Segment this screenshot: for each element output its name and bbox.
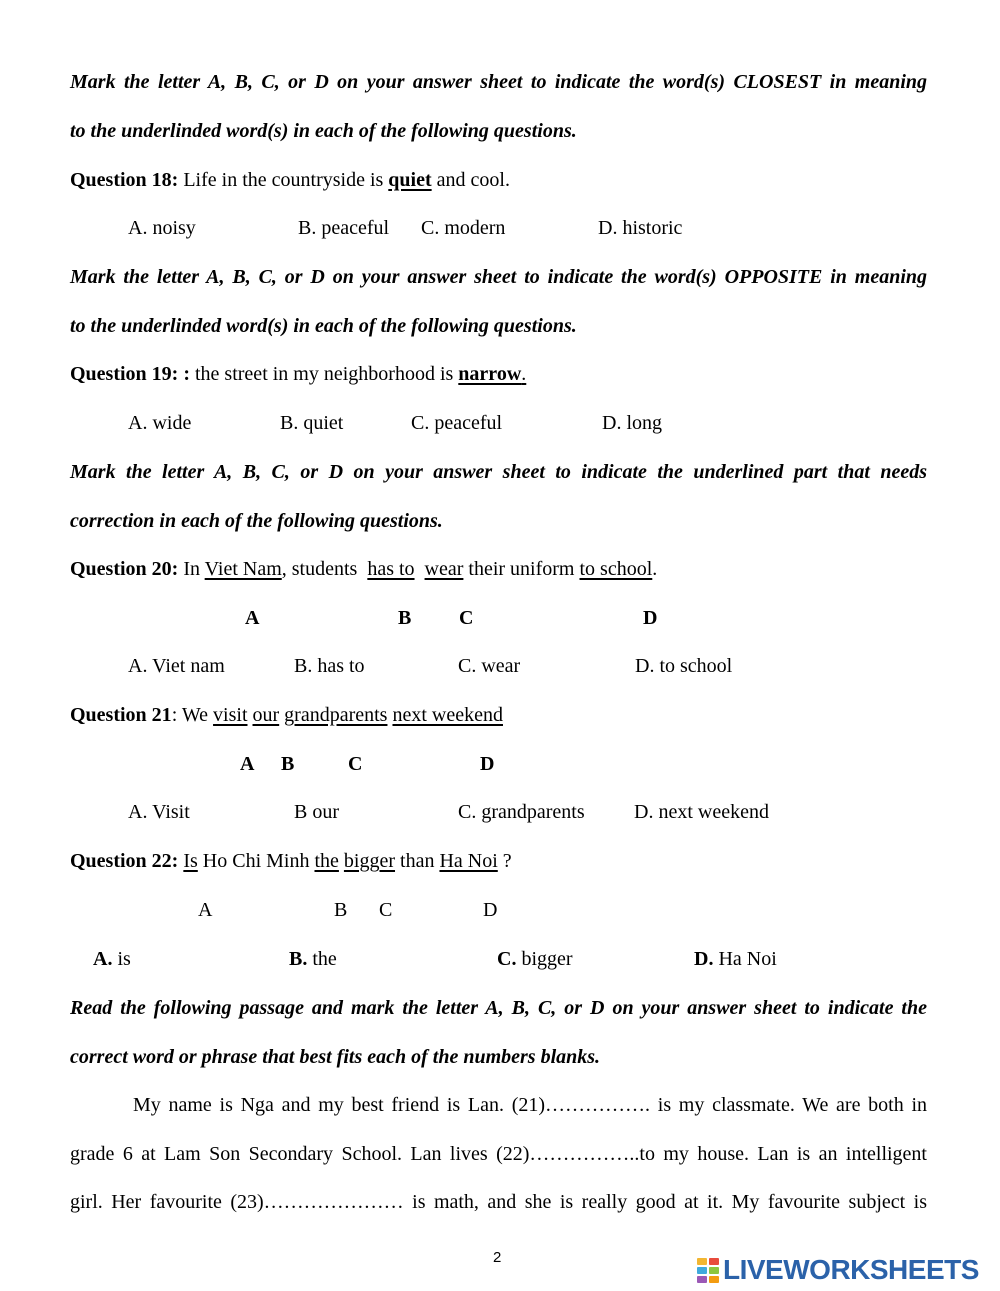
q20-option-a[interactable]: A. Viet nam	[128, 655, 225, 677]
instruction-opposite-line1: Mark the letter A, B, C, or D on your answer sheet to indicate the word(s) OPPOSITE in meaning	[70, 266, 927, 288]
question-20-text-4: their uniform	[463, 558, 580, 580]
question-21-text-1: : We	[171, 704, 214, 726]
logo-blocks-icon	[697, 1258, 719, 1283]
question-22-text-2: than	[395, 850, 440, 872]
q21-option-b[interactable]: B our	[294, 801, 339, 823]
passage-line-3: girl. Her favourite (23)………………… is math, and she is really good at it. My favourite subject is	[70, 1191, 927, 1213]
q22-option-b-text: the	[307, 948, 337, 970]
q20-letter-b: B	[398, 607, 412, 629]
q21-option-c[interactable]: C. grandparents	[458, 801, 585, 823]
instruction-closest-line2: to the underlinded word(s) in each of the following questions.	[70, 120, 577, 142]
question-19-target-word: narrow	[458, 363, 522, 385]
q18-option-d[interactable]: D. historic	[598, 217, 683, 239]
q22-letter-b: B	[334, 899, 348, 921]
question-21-part-a: visit	[213, 704, 248, 726]
question-18-text-post: and cool.	[431, 169, 510, 191]
q21-letter-b: B	[281, 753, 295, 775]
instruction-correction-line1: Mark the letter A, B, C, or D on your answer sheet to indicate the underlined part that needs	[70, 461, 927, 483]
q22-letter-d: D	[483, 899, 498, 921]
q18-option-c[interactable]: C. modern	[421, 217, 506, 239]
question-20-label: Question 20:	[70, 558, 179, 580]
question-22-part-d: Ha Noi	[439, 850, 498, 872]
q22-option-c-letter: C.	[497, 948, 517, 970]
q21-letter-d: D	[480, 753, 495, 775]
question-18-label: Question 18:	[70, 169, 179, 191]
q20-letter-d: D	[643, 607, 658, 629]
q20-option-c[interactable]: C. wear	[458, 655, 521, 677]
q19-option-c[interactable]: C. peaceful	[411, 412, 503, 434]
q22-option-a-letter: A.	[93, 948, 113, 970]
question-22-label: Question 22:	[70, 850, 179, 872]
question-21	[70, 705, 503, 725]
question-20-part-a: Viet Nam	[204, 558, 282, 580]
logo-text: LIVEWORKSHEETS	[723, 1254, 979, 1285]
question-21-part-d: next weekend	[392, 704, 503, 726]
q20-letter-a: A	[245, 607, 260, 629]
q22-option-d-text: Ha Noi	[713, 948, 777, 970]
q21-letter-c: C	[348, 753, 363, 775]
q20-letter-c: C	[459, 607, 474, 629]
q19-option-b[interactable]: B. quiet	[280, 412, 344, 434]
question-20-text-2: , students	[281, 558, 368, 580]
question-22-text-3: ?	[497, 850, 512, 872]
q22-option-b[interactable]	[289, 949, 337, 969]
q18-option-b[interactable]: B. peaceful	[298, 217, 390, 239]
q21-option-d[interactable]: D. next weekend	[634, 801, 769, 823]
q22-option-a-text: is	[112, 948, 131, 970]
question-19-text-pre: the street in my neighborhood is	[190, 363, 459, 385]
question-19	[70, 364, 526, 384]
instruction-passage-line1: Read the following passage and mark the letter A, B, C, or D on your answer sheet to indicate the	[70, 997, 927, 1019]
question-22-part-a: Is	[183, 850, 198, 872]
q21-letter-a: A	[240, 753, 255, 775]
q21-option-a[interactable]: A. Visit	[128, 801, 190, 823]
question-22-part-b: the	[314, 850, 339, 872]
question-20-text-5: .	[652, 558, 658, 580]
q22-letter-a: A	[198, 899, 213, 921]
q20-option-d[interactable]: D. to school	[635, 655, 733, 677]
question-20-part-b: has to	[367, 558, 415, 580]
instruction-passage-line2: correct word or phrase that best fits each of the numbers blanks.	[70, 1046, 601, 1068]
question-19-label: Question 19: :	[70, 363, 190, 385]
question-20-text-3	[415, 558, 425, 580]
question-21-label: Question 21	[70, 704, 172, 726]
question-19-text-post: .	[521, 363, 527, 385]
q22-option-c-text: bigger	[516, 948, 573, 970]
question-22	[70, 851, 512, 871]
page-number: 2	[493, 1249, 502, 1266]
q22-option-d[interactable]	[694, 949, 777, 969]
q20-option-b[interactable]: B. has to	[294, 655, 365, 677]
instruction-correction-line2: correction in each of the following questions.	[70, 510, 443, 532]
question-18-target-word: quiet	[388, 169, 432, 191]
q18-option-a[interactable]: A. noisy	[128, 217, 196, 239]
question-22-part-c: bigger	[343, 850, 396, 872]
q22-letter-c: C	[379, 899, 393, 921]
question-21-part-b: our	[252, 704, 280, 726]
instruction-opposite-line2: to the underlinded word(s) in each of the following questions.	[70, 315, 577, 337]
question-20	[70, 559, 657, 579]
q22-option-d-letter: D.	[694, 948, 714, 970]
q22-option-c[interactable]	[497, 949, 573, 969]
question-20-part-c: wear	[424, 558, 464, 580]
passage-line-2: grade 6 at Lam Son Secondary School. Lan lives (22)……………..to my house. Lan is an intelligent	[70, 1143, 927, 1165]
passage-line-1: My name is Nga and my best friend is Lan. (21)……………. is my classmate. We are both in	[133, 1094, 927, 1116]
question-20-part-d: to school	[579, 558, 653, 580]
question-18-text-pre: Life in the countryside is	[178, 169, 389, 191]
q19-option-a[interactable]: A. wide	[128, 412, 192, 434]
q22-option-a[interactable]	[93, 949, 131, 969]
q22-option-b-letter: B.	[289, 948, 308, 970]
instruction-closest-line1: Mark the letter A, B, C, or D on your answer sheet to indicate the word(s) CLOSEST in meaning	[70, 71, 927, 93]
question-22-text-1: Ho Chi Minh	[197, 850, 315, 872]
liveworksheets-logo	[697, 1255, 979, 1285]
question-21-part-c: grandparents	[284, 704, 388, 726]
q19-option-d[interactable]: D. long	[602, 412, 662, 434]
question-20-text-1: In	[178, 558, 205, 580]
question-18	[70, 170, 510, 190]
